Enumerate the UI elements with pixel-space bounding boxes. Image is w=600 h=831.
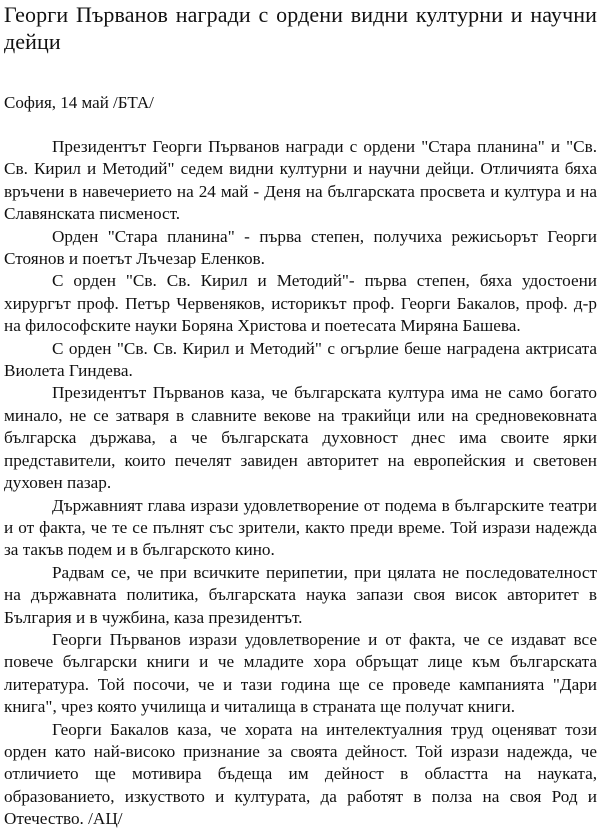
paragraph: Георги Бакалов каза, че хората на интелектуалния труд оценяват този орден като най-високо признание за своята дейност. Той изрази надежда, че отличието ще мотивира бъдеща им дейност в областта на науката, образованието, изкуството и културата, да работят в полза на своя Род и Отечество. /АЦ/: [4, 719, 597, 829]
paragraph: Президентът Георги Първанов награди с ордени "Стара планина" и "Св. Св. Кирил и Методий" седем видни културни и научни дейци. Отличията бяха връчени в навечерието на 24 май - Деня на българската просвета и култура и на Славянската писменост.: [4, 137, 597, 224]
paragraph: Орден "Стара планина" - първа степен, получиха режисьорът Георги Стоянов и поетът Лъчезар Еленков.: [4, 226, 597, 269]
paragraph: Държавният глава изрази удовлетворение от подема в българските театри и от факта, че те се пълнят със зрители, както преди време. Той изрази надежда за такъв подем и в българското кино.: [4, 495, 597, 560]
article-body: [4, 136, 597, 831]
article-title: Георги Първанов награди с ордени видни културни и научни дейци: [4, 2, 597, 54]
paragraph: Георги Първанов изрази удовлетворение и от факта, че се издават все повече български книги и че младите хора обръщат лице към българската литература. Той посочи, че и тази година ще се проведе кампанията "Дари книга", чрез която училища и читалища в страната ще получат книги.: [4, 629, 597, 717]
dateline: София, 14 май /БТА/: [4, 93, 154, 112]
paragraph: Президентът Първанов каза, че българската култура има не само богато минало, не се затваря в славните векове на тракийци или на средновековната българска държава, а че българската духовност днес има своите ярки представители, които печелят завиден авторитет на европейския и световен духовен пазар.: [4, 383, 597, 493]
paragraph: С орден "Св. Св. Кирил и Методий" с огърлие беше наградена актрисата Виолета Гиндева.: [4, 338, 597, 381]
paragraph: С орден "Св. Св. Кирил и Методий"- първа степен, бяха удостоени хирургът проф. Петър Червеняков, историкът проф. Георги Бакалов, проф. д-р на философските науки Боряна Христова и поетесата Миряна Башева.: [4, 271, 597, 336]
paragraph: Радвам се, че при всичките перипетии, при цялата не последователност на държавната политика, българската наука запази своя висок авторитет в България и в чужбина, каза президентът.: [4, 562, 597, 627]
